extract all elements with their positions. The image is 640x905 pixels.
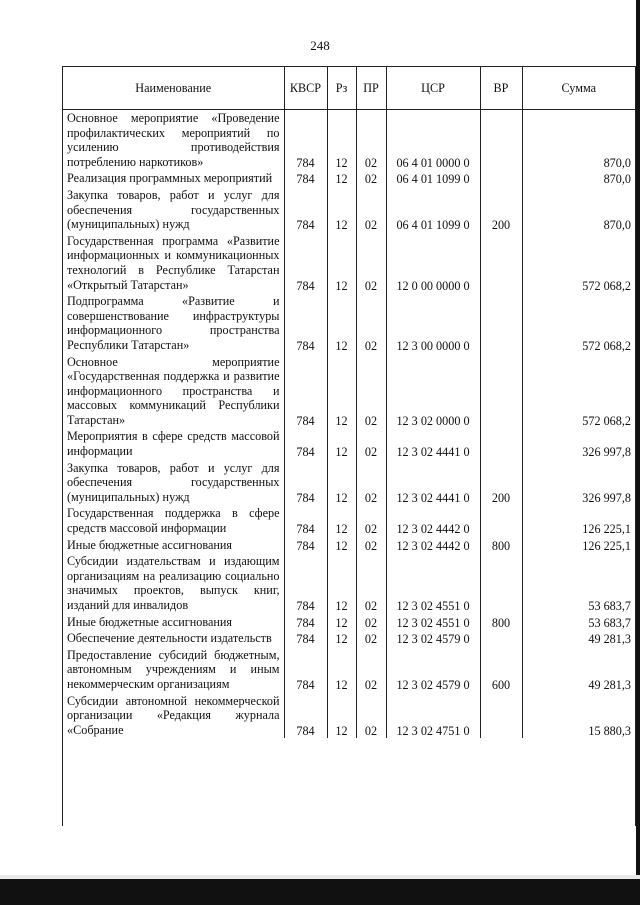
scan-edge-bottom — [0, 879, 640, 905]
table-row — [63, 187, 635, 233]
row-kvsr: 784 — [284, 505, 327, 536]
row-name: Предоставление субсидий бюджетным, автономным учреждениям и иным некоммерческим организациям — [67, 647, 280, 691]
row-pr: 02 — [356, 630, 386, 647]
row-csr: 12 3 02 4442 0 — [386, 537, 480, 554]
row-pr: 02 — [356, 187, 386, 233]
row-csr: 06 4 01 1099 0 — [386, 170, 480, 187]
row-sum: 572 068,2 — [522, 293, 635, 353]
row-sum: 49 281,3 — [522, 630, 635, 647]
row-pr: 02 — [356, 428, 386, 459]
table-row — [63, 110, 635, 171]
row-csr: 06 4 01 1099 0 — [386, 187, 480, 233]
row-sum: 572 068,2 — [522, 233, 635, 293]
row-vr: 200 — [480, 460, 522, 506]
row-rz: 12 — [327, 233, 356, 293]
row-rz: 12 — [327, 614, 356, 631]
row-sum: 870,0 — [522, 187, 635, 233]
row-vr — [480, 693, 522, 739]
table-row — [63, 460, 635, 506]
row-csr: 06 4 01 0000 0 — [386, 110, 480, 171]
row-name: Подпрограмма «Развитие и совершенствование инфраструктуры информационного пространства Республики Татарстан» — [67, 294, 280, 352]
row-sum: 572 068,2 — [522, 354, 635, 429]
row-vr — [480, 233, 522, 293]
row-pr: 02 — [356, 505, 386, 536]
row-sum: 53 683,7 — [522, 614, 635, 631]
row-pr: 02 — [356, 293, 386, 353]
row-sum: 126 225,1 — [522, 537, 635, 554]
row-csr: 12 3 02 4442 0 — [386, 505, 480, 536]
budget-table-container — [62, 66, 636, 826]
row-sum: 870,0 — [522, 110, 635, 171]
row-vr — [480, 293, 522, 353]
table-row — [63, 505, 635, 536]
header-pr: ПР — [356, 67, 386, 110]
row-kvsr: 784 — [284, 233, 327, 293]
row-csr: 12 3 02 4579 0 — [386, 647, 480, 693]
row-name: Закупка товаров, работ и услуг для обеспечения государственных (муниципальных) нужд — [67, 187, 280, 232]
row-vr: 200 — [480, 187, 522, 233]
row-rz: 12 — [327, 693, 356, 739]
table-row — [63, 614, 635, 631]
row-kvsr: 784 — [284, 647, 327, 693]
row-kvsr: 784 — [284, 553, 327, 613]
row-kvsr: 784 — [284, 537, 327, 554]
row-kvsr: 784 — [284, 110, 327, 171]
row-csr: 12 0 00 0000 0 — [386, 233, 480, 293]
row-sum: 326 997,8 — [522, 428, 635, 459]
header-name: Наименование — [63, 67, 284, 110]
row-rz: 12 — [327, 293, 356, 353]
row-vr — [480, 553, 522, 613]
row-vr — [480, 354, 522, 429]
row-kvsr: 784 — [284, 630, 327, 647]
scan-edge-right — [636, 0, 640, 905]
row-pr: 02 — [356, 170, 386, 187]
row-kvsr: 784 — [284, 354, 327, 429]
row-vr — [480, 110, 522, 171]
table-row — [63, 647, 635, 693]
page-number: 248 — [310, 38, 330, 53]
row-name: Государственная программа «Развитие информационных и коммуникационных технологий в Республике Татарстан «Открытый Татарстан» — [67, 233, 280, 292]
header-csr: ЦСР — [386, 67, 480, 110]
row-pr: 02 — [356, 460, 386, 506]
row-name: Субсидии издательствам и издающим организациям на реализацию социально значимых проектов, выпуск книг, изданий для инвалидов — [67, 554, 280, 612]
row-kvsr: 784 — [284, 428, 327, 459]
row-rz: 12 — [327, 110, 356, 171]
row-rz: 12 — [327, 647, 356, 693]
row-csr: 12 3 02 4579 0 — [386, 630, 480, 647]
row-name: Государственная поддержка в сфере средств массовой информации — [67, 506, 280, 536]
row-pr: 02 — [356, 537, 386, 554]
row-name: Иные бюджетные ассигнования — [67, 537, 233, 552]
row-csr: 12 3 02 4551 0 — [386, 614, 480, 631]
table-row — [63, 170, 635, 187]
row-kvsr: 784 — [284, 460, 327, 506]
table-row — [63, 537, 635, 554]
row-kvsr: 784 — [284, 293, 327, 353]
row-name: Основное мероприятие «Государственная поддержка и развитие информационного пространства и массовых коммуникаций Республики Татарстан» — [67, 354, 280, 427]
table-body — [63, 110, 635, 739]
row-rz: 12 — [327, 187, 356, 233]
header-rz: Рз — [327, 67, 356, 110]
row-pr: 02 — [356, 647, 386, 693]
header-kvsr: КВСР — [284, 67, 327, 110]
row-sum: 326 997,8 — [522, 460, 635, 506]
row-name: Субсидии автономной некоммерческой организации «Редакция журнала «Собрание — [67, 693, 280, 737]
row-rz: 12 — [327, 505, 356, 536]
row-rz: 12 — [327, 537, 356, 554]
row-pr: 02 — [356, 693, 386, 739]
row-kvsr: 784 — [284, 614, 327, 631]
row-vr: 800 — [480, 614, 522, 631]
row-csr: 12 3 02 0000 0 — [386, 354, 480, 429]
row-vr — [480, 428, 522, 459]
table-row — [63, 693, 635, 739]
row-name: Закупка товаров, работ и услуг для обеспечения государственных (муниципальных) нужд — [67, 460, 280, 504]
budget-table — [63, 66, 635, 738]
table-row — [63, 630, 635, 647]
row-rz: 12 — [327, 170, 356, 187]
row-csr: 12 3 00 0000 0 — [386, 293, 480, 353]
header-vr: ВР — [480, 67, 522, 110]
table-row — [63, 354, 635, 429]
row-pr: 02 — [356, 233, 386, 293]
row-vr — [480, 170, 522, 187]
row-pr: 02 — [356, 354, 386, 429]
row-rz: 12 — [327, 354, 356, 429]
row-name: Мероприятия в сфере средств массовой информации — [67, 429, 280, 459]
row-kvsr: 784 — [284, 187, 327, 233]
row-sum: 126 225,1 — [522, 505, 635, 536]
row-kvsr: 784 — [284, 693, 327, 739]
row-name: Иные бюджетные ассигнования — [67, 614, 233, 629]
table-row — [63, 428, 635, 459]
row-pr: 02 — [356, 553, 386, 613]
row-rz: 12 — [327, 553, 356, 613]
row-rz: 12 — [327, 428, 356, 459]
header-sum: Сумма — [522, 67, 635, 110]
row-csr: 12 3 02 4551 0 — [386, 553, 480, 613]
table-row — [63, 293, 635, 353]
row-name: Обеспечение деятельности издательств — [67, 631, 272, 646]
row-kvsr: 784 — [284, 170, 327, 187]
row-name: Реализация программных мероприятий — [67, 171, 273, 186]
row-pr: 02 — [356, 614, 386, 631]
row-vr: 800 — [480, 537, 522, 554]
row-vr — [480, 630, 522, 647]
row-pr: 02 — [356, 110, 386, 171]
row-csr: 12 3 02 4441 0 — [386, 428, 480, 459]
table-row — [63, 233, 635, 293]
table-header-row — [63, 67, 635, 110]
row-sum: 53 683,7 — [522, 553, 635, 613]
row-vr — [480, 505, 522, 536]
table-row — [63, 553, 635, 613]
row-sum: 870,0 — [522, 170, 635, 187]
row-csr: 12 3 02 4441 0 — [386, 460, 480, 506]
row-vr: 600 — [480, 647, 522, 693]
row-sum: 49 281,3 — [522, 647, 635, 693]
row-rz: 12 — [327, 460, 356, 506]
row-sum: 15 880,3 — [522, 693, 635, 739]
row-name: Основное мероприятие «Проведение профилактических мероприятий по усилению противодействия потреблению наркотиков» — [67, 111, 280, 169]
row-csr: 12 3 02 4751 0 — [386, 693, 480, 739]
row-rz: 12 — [327, 630, 356, 647]
